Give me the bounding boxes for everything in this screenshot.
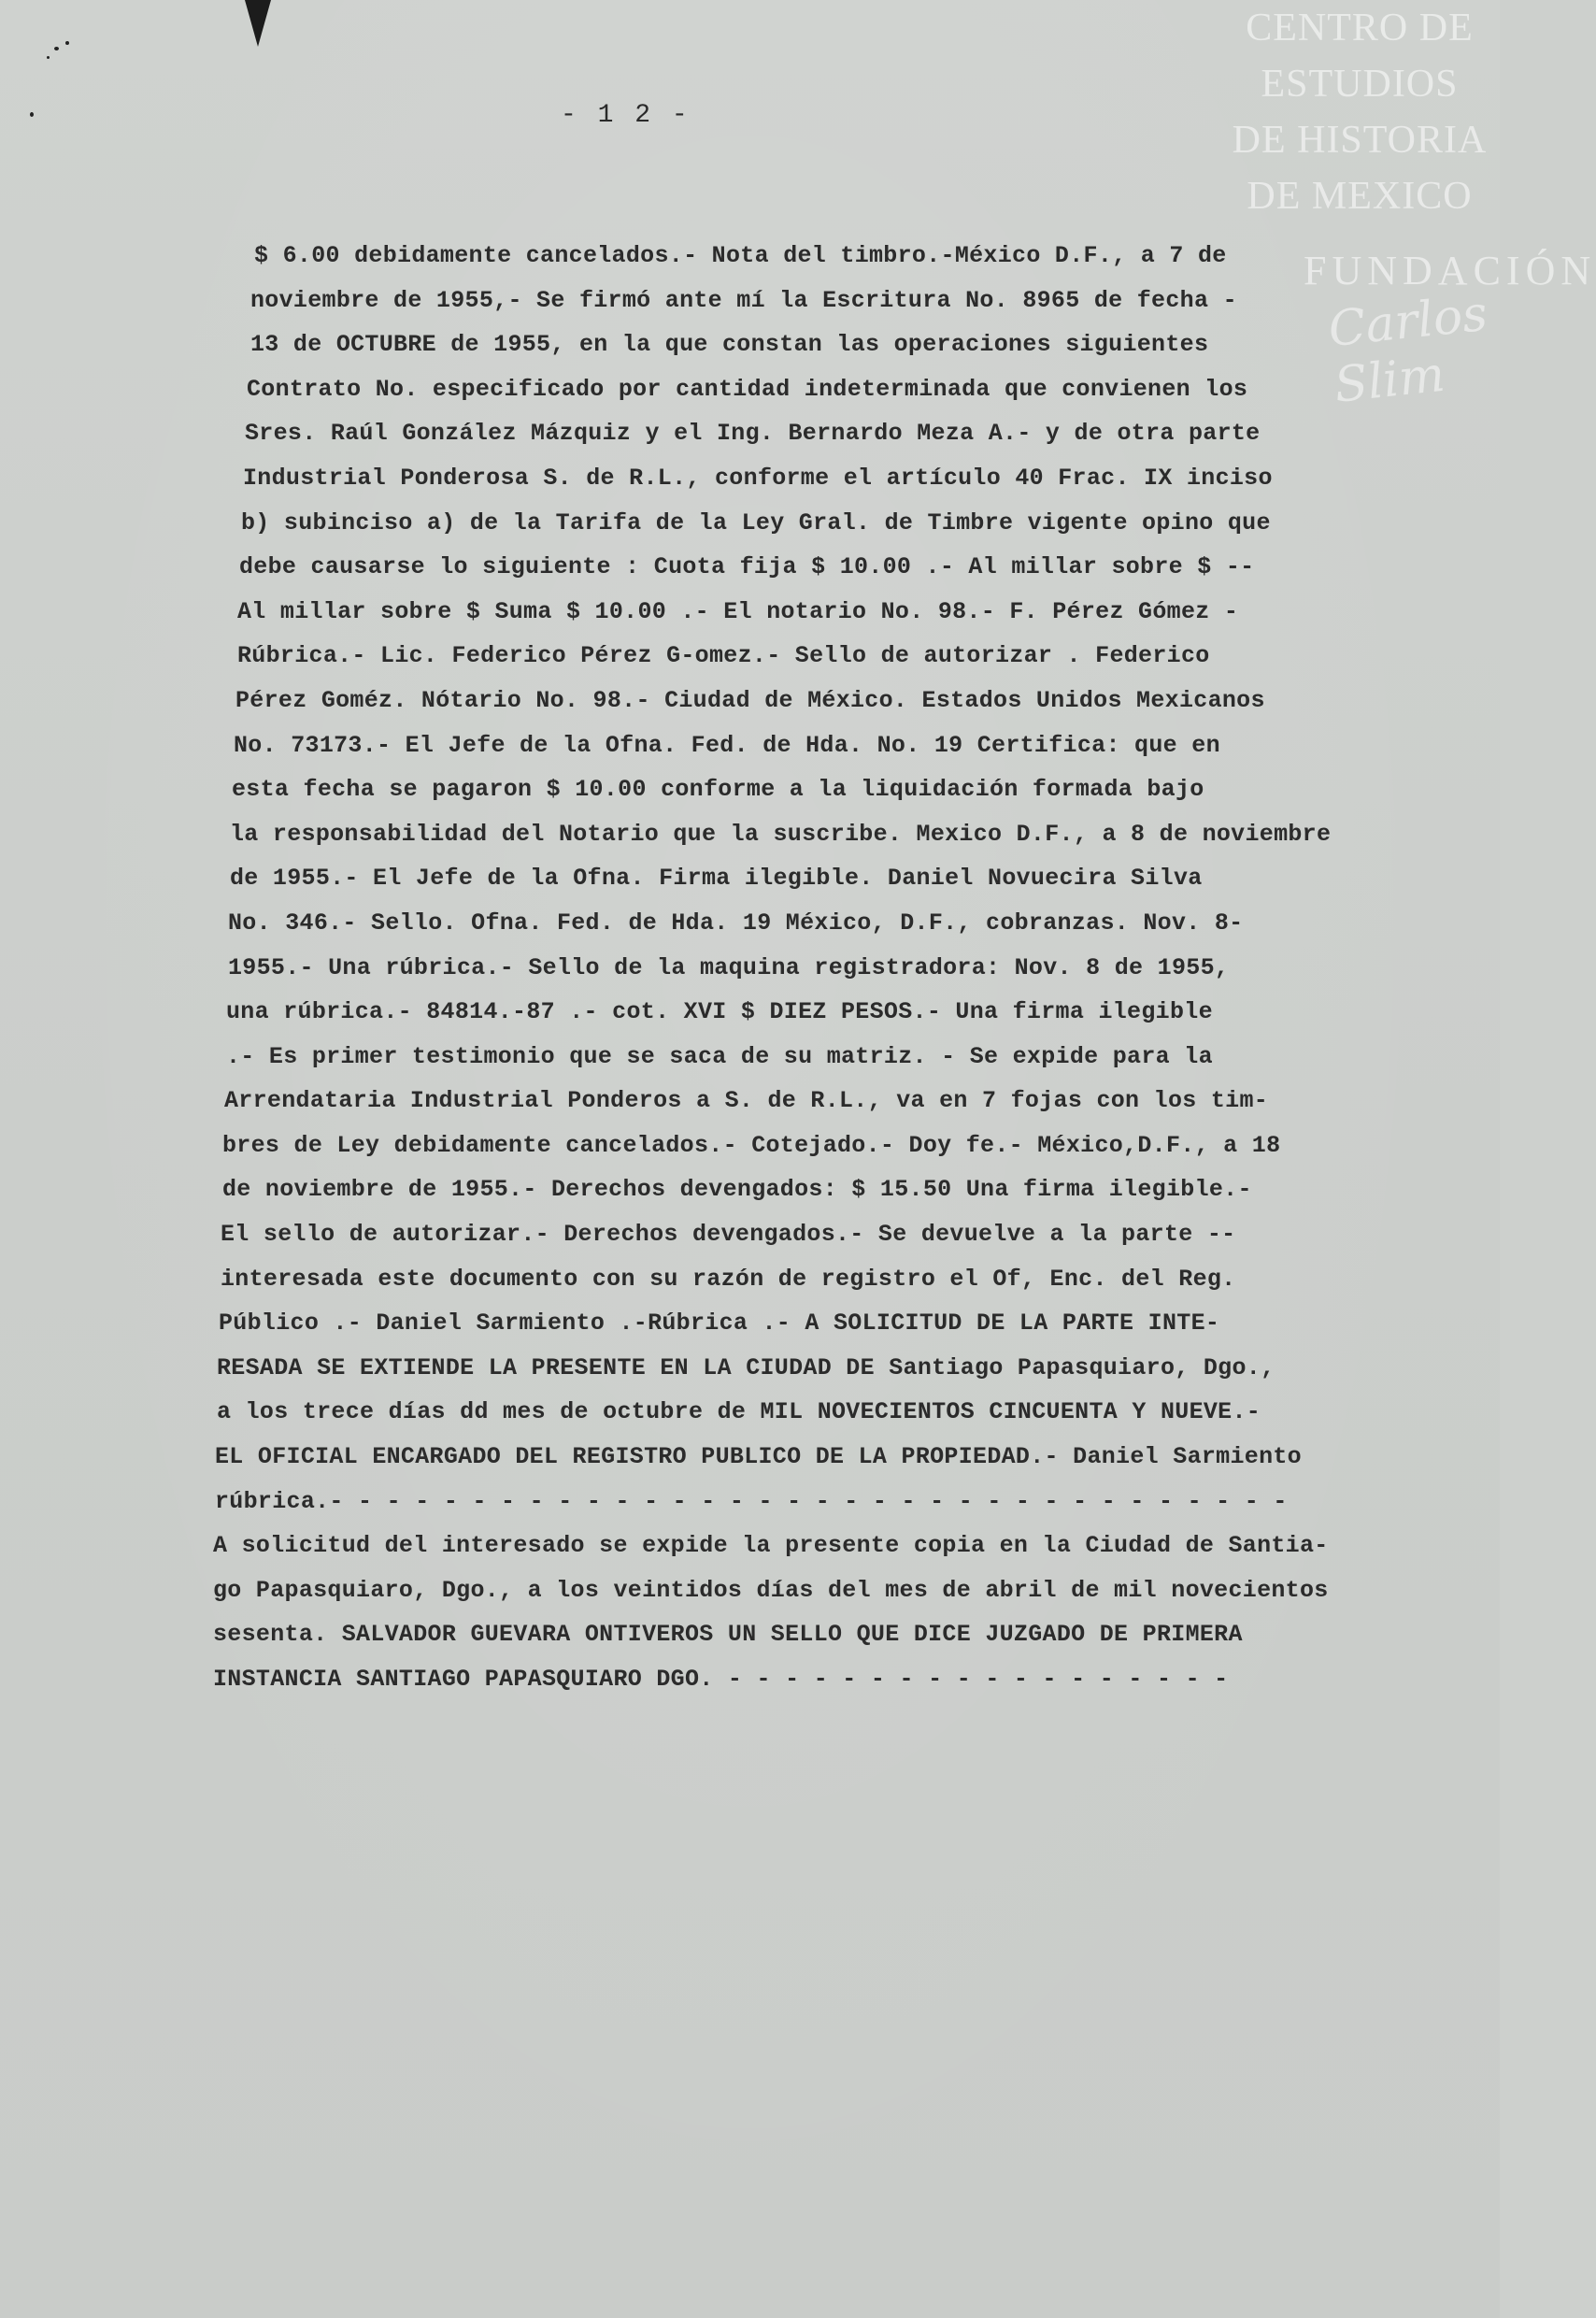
text-line: Rúbrica.- Lic. Federico Pérez G-omez.- Sello de autorizar . Federico <box>237 642 1210 670</box>
text-line: 13 de OCTUBRE de 1955, en la que constan las operaciones siguientes <box>250 331 1209 359</box>
text-line: de noviembre de 1955.- Derechos devengados: $ 15.50 Una firma ilegible.- <box>222 1176 1252 1204</box>
watermark-line-2: ESTUDIOS <box>1261 63 1459 106</box>
text-line: a los trece días dd mes de octubre de MIL NOVECIENTOS CINCUENTA Y NUEVE.- <box>217 1398 1261 1426</box>
text-line: Público .- Daniel Sarmiento .-Rúbrica .- A SOLICITUD DE LA PARTE INTE- <box>219 1309 1220 1338</box>
text-line: 1955.- Una rúbrica.- Sello de la maquina registradora: Nov. 8 de 1955, <box>228 953 1230 981</box>
watermark-foundation: FUNDACIÓN <box>1304 248 1596 293</box>
corner-mark <box>245 0 271 47</box>
text-line: A solicitud del interesado se expide la presente copia en la Ciudad de Santia- <box>213 1532 1329 1560</box>
text-line: RESADA SE EXTIENDE LA PRESENTE EN LA CIUDAD DE Santiago Papasquiaro, Dgo., <box>217 1353 1275 1381</box>
watermark-signature: Carlos Slim <box>1325 285 1490 414</box>
text-line: $ 6.00 debidamente cancelados.- Nota del timbro.-México D.F., a 7 de <box>254 242 1227 269</box>
text-line: No. 73173.- El Jefe de la Ofna. Fed. de Hda. No. 19 Certifica: que en <box>234 731 1220 759</box>
text-line: Al millar sobre $ Suma $ 10.00 .- El notario No. 98.- F. Pérez Gómez - <box>237 597 1239 625</box>
text-line: esta fecha se pagaron $ 10.00 conforme a la liquidación formada bajo <box>232 776 1204 804</box>
text-line: debe causarse lo siguiente : Cuota fija $ 10.00 .- Al millar sobre $ -- <box>239 553 1255 581</box>
text-line: Industrial Ponderosa S. de R.L., conforme el artículo 40 Frac. IX inciso <box>243 464 1273 492</box>
text-line: EL OFICIAL ENCARGADO DEL REGISTRO PUBLICO DE LA PROPIEDAD.- Daniel Sarmiento <box>215 1443 1302 1471</box>
text-line: Arrendataria Industrial Ponderos a S. de R.L., va en 7 fojas con los tim- <box>224 1087 1269 1115</box>
watermark-line-4: DE MEXICO <box>1247 175 1473 218</box>
document-body <box>213 234 1428 1702</box>
paper-specks <box>26 37 82 131</box>
text-line: Pérez Goméz. Nótario No. 98.- Ciudad de México. Estados Unidos Mexicanos <box>235 686 1265 714</box>
text-line: la responsabilidad del Notario que la suscribe. Mexico D.F., a 8 de noviembre <box>230 820 1332 848</box>
text-line: .- Es primer testimonio que se saca de su matriz. - Se expide para la <box>226 1042 1213 1070</box>
text-line: No. 346.- Sello. Ofna. Fed. de Hda. 19 México, D.F., cobranzas. Nov. 8- <box>228 909 1244 937</box>
text-line: sesenta. SALVADOR GUEVARA ONTIVEROS UN SELLO QUE DICE JUZGADO DE PRIMERA <box>213 1621 1243 1649</box>
text-line: Contrato No. especificado por cantidad indeterminada que convienen los <box>247 375 1248 403</box>
text-line: INSTANCIA SANTIAGO PAPASQUIARO DGO. - - - - - - - - - - - - - - - - - - <box>213 1666 1229 1693</box>
text-line: interesada este documento con su razón de registro el Of, Enc. del Reg. <box>221 1265 1236 1293</box>
text-line: b) subinciso a) de la Tarifa de la Ley Gral. de Timbre vigente opino que <box>241 508 1271 537</box>
text-line: de 1955.- El Jefe de la Ofna. Firma ilegible. Daniel Novuecira Silva <box>230 865 1203 893</box>
text-line: noviembre de 1955,- Se firmó ante mí la Escritura No. 8965 de fecha - <box>250 286 1237 314</box>
watermark-line-1: CENTRO DE <box>1246 7 1474 50</box>
text-line: bres de Ley debidamente cancelados.- Cotejado.- Doy fe.- México,D.F., a 18 <box>222 1131 1281 1159</box>
text-line: El sello de autorizar.- Derechos devengados.- Se devuelve a la parte -- <box>221 1221 1236 1249</box>
text-line: rúbrica.- - - - - - - - - - - - - - - - - - - - - - - - - - - - - - - - - - <box>215 1487 1288 1515</box>
watermark-line-3: DE HISTORIA <box>1232 119 1488 162</box>
text-line: una rúbrica.- 84814.-87 .- cot. XVI $ DIEZ PESOS.- Una firma ilegible <box>226 998 1213 1026</box>
text-line: Sres. Raúl González Mázquiz y el Ing. Bernardo Meza A.- y de otra parte <box>245 420 1261 448</box>
page-number: - 1 2 - <box>561 101 691 130</box>
text-line: go Papasquiaro, Dgo., a los veintidos días del mes de abril de mil novecientos <box>213 1576 1329 1604</box>
